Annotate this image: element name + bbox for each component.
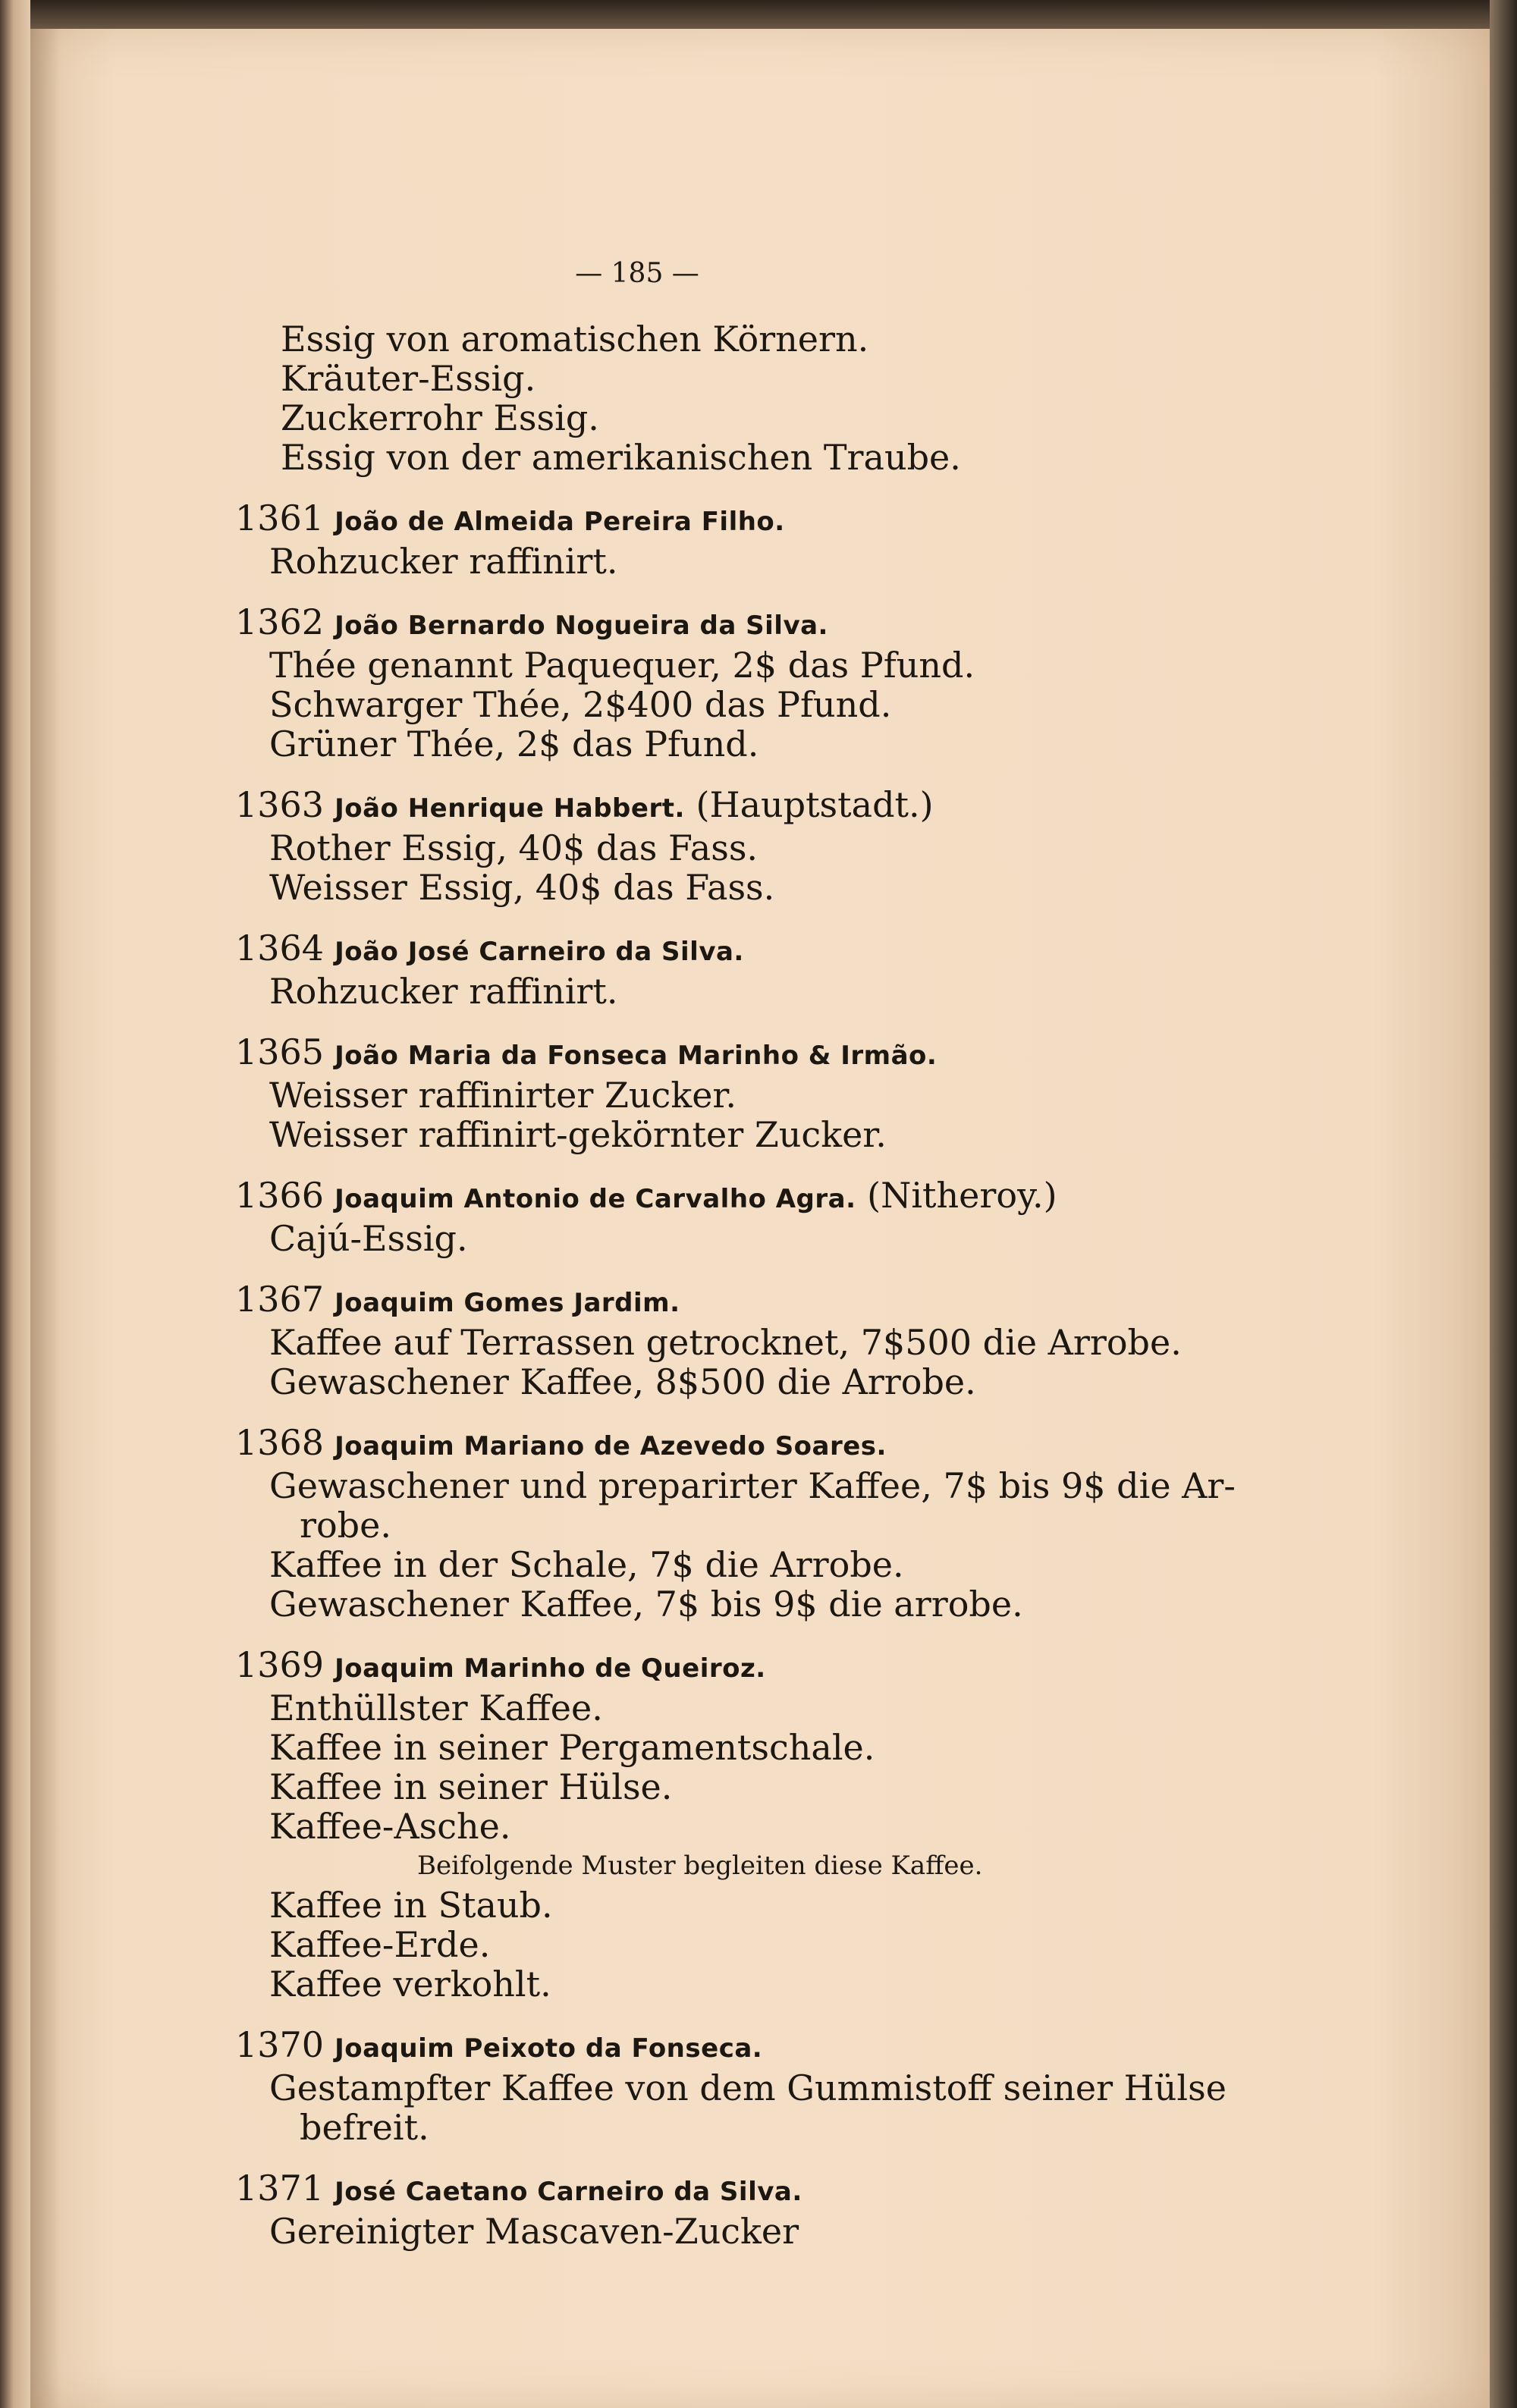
entry-heading <box>235 928 1221 972</box>
entry-item: Gewaschener Kaffee, 8$500 die Arrobe. <box>269 1361 976 1402</box>
entry-1364 <box>235 928 1221 1011</box>
entry-1370 <box>235 2024 1226 2148</box>
entry-item: Gereinigter Mascaven-Zucker <box>269 2211 799 2252</box>
right-page-edge <box>1490 0 1517 2408</box>
exhibitor-name: João Bernardo Nogueira da Silva. <box>334 611 828 641</box>
intro-line: Zuckerrohr Essig. <box>281 397 599 438</box>
entry-1363 <box>235 785 1221 907</box>
entry-item: Kaffee-Erde. <box>269 1924 491 1965</box>
entry-item: Gewaschener Kaffee, 7$ bis 9$ die arrobe. <box>269 1584 1023 1625</box>
entry-heading <box>235 1645 1221 1688</box>
entry-heading <box>235 2168 1221 2212</box>
intro-line: Kräuter-Essig. <box>281 358 536 399</box>
exhibitor-name: José Caetano Carneiro da Silva. <box>334 2177 802 2207</box>
entry-number: 1363 <box>235 784 325 825</box>
entry-number: 1361 <box>235 498 325 538</box>
entry-item: Cajú-Essig. <box>269 1218 468 1259</box>
entry-item: Kaffee in seiner Hülse. <box>269 1766 673 1807</box>
entry-item: Kaffee auf Terrassen getrocknet, 7$500 die Arrobe. <box>269 1322 1182 1363</box>
entry-item: Kaffee in seiner Pergamentschale. <box>269 1727 875 1768</box>
entry-heading <box>235 1423 1221 1466</box>
entry-item: Enthüllster Kaffee. <box>269 1687 603 1728</box>
exhibitor-name: Joaquim Peixoto da Fonseca. <box>334 2033 763 2064</box>
entry-number: 1369 <box>235 1644 325 1685</box>
entry-heading <box>235 602 1221 645</box>
entry-item: Thée genannt Paquequer, 2$ das Pfund. <box>269 645 975 686</box>
entry-item: Weisser Essig, 40$ das Fass. <box>269 867 775 908</box>
entry-item: Schwarger Thée, 2$400 das Pfund. <box>269 684 892 725</box>
intro-block <box>235 319 1221 477</box>
exhibitor-location: (Hauptstadt.) <box>684 784 934 825</box>
entry-1368 <box>235 1422 1236 1625</box>
exhibitor-name: Joaquim Marinho de Queiroz. <box>334 1653 766 1684</box>
entry-item: Rohzucker raffinirt. <box>269 541 618 582</box>
entry-item: Gewaschener und preparirter Kaffee, 7$ bis 9$ die Ar- <box>269 1465 1236 1506</box>
entry-1362 <box>235 602 1221 764</box>
entry-1366 <box>235 1176 1221 1258</box>
entry-1369 <box>235 1645 1221 2004</box>
entry-item: Weisser raffinirt-gekörnter Zucker. <box>269 1114 887 1155</box>
entry-number: 1367 <box>235 1279 325 1320</box>
entry-heading <box>235 2025 1221 2068</box>
entry-1367 <box>235 1279 1221 1402</box>
entry-item: Kaffee-Asche. <box>269 1806 511 1847</box>
entry-note: Beifolgende Muster begleiten diese Kaffee. <box>417 1851 983 1881</box>
entry-heading <box>235 785 1221 828</box>
entry-item: Grüner Thée, 2$ das Pfund. <box>269 724 759 764</box>
page-content <box>235 258 1236 2252</box>
entry-heading <box>235 1279 1221 1323</box>
page-fold-shadow <box>30 27 61 2408</box>
entry-number: 1365 <box>235 1031 325 1072</box>
entry-1371 <box>235 2168 1221 2251</box>
intro-line: Essig von der amerikanischen Traube. <box>281 437 961 478</box>
exhibitor-name: Joaquim Mariano de Azevedo Soares. <box>334 1431 887 1461</box>
entry-number: 1366 <box>235 1175 325 1216</box>
entry-item: Kaffee in der Schale, 7$ die Arrobe. <box>269 1544 904 1585</box>
exhibitor-name: João José Carneiro da Silva. <box>334 937 744 967</box>
entry-number: 1362 <box>235 601 325 642</box>
entry-number: 1371 <box>235 2168 325 2209</box>
entry-1361 <box>235 498 1221 581</box>
exhibitor-name: Joaquim Antonio de Carvalho Agra. <box>334 1184 856 1214</box>
entry-item: Rohzucker raffinirt. <box>269 971 618 1012</box>
entry-1365 <box>235 1032 1221 1154</box>
entry-number: 1370 <box>235 2024 325 2065</box>
exhibitor-location: (Nitheroy.) <box>856 1175 1057 1216</box>
entry-heading <box>235 1176 1221 1219</box>
intro-line: Essig von aromatischen Körnern. <box>281 319 869 359</box>
exhibitor-name: Joaquim Gomes Jardim. <box>334 1288 680 1318</box>
page-number: — 185 — <box>575 258 699 289</box>
entry-number: 1364 <box>235 928 325 969</box>
entry-item-continuation: robe. <box>300 1505 391 1546</box>
top-page-edge <box>30 0 1490 29</box>
entry-item: Gestampfter Kaffee von dem Gummistoff seiner Hülse <box>269 2067 1226 2108</box>
entry-heading <box>235 1032 1221 1075</box>
left-page-edge <box>0 0 33 2408</box>
exhibitor-name: João Maria da Fonseca Marinho & Irmão. <box>334 1041 938 1071</box>
entry-item: Weisser raffinirter Zucker. <box>269 1075 737 1116</box>
entry-item: Rother Essig, 40$ das Fass. <box>269 827 758 868</box>
entry-item-continuation: befreit. <box>300 2107 429 2148</box>
entry-item: Kaffee verkohlt. <box>269 1964 551 2005</box>
entry-heading <box>235 498 1221 542</box>
entry-item: Kaffee in Staub. <box>269 1885 553 1926</box>
entry-number: 1368 <box>235 1422 325 1463</box>
exhibitor-name: João Henrique Habbert. <box>334 793 685 824</box>
exhibitor-name: João de Almeida Pereira Filho. <box>334 507 785 537</box>
